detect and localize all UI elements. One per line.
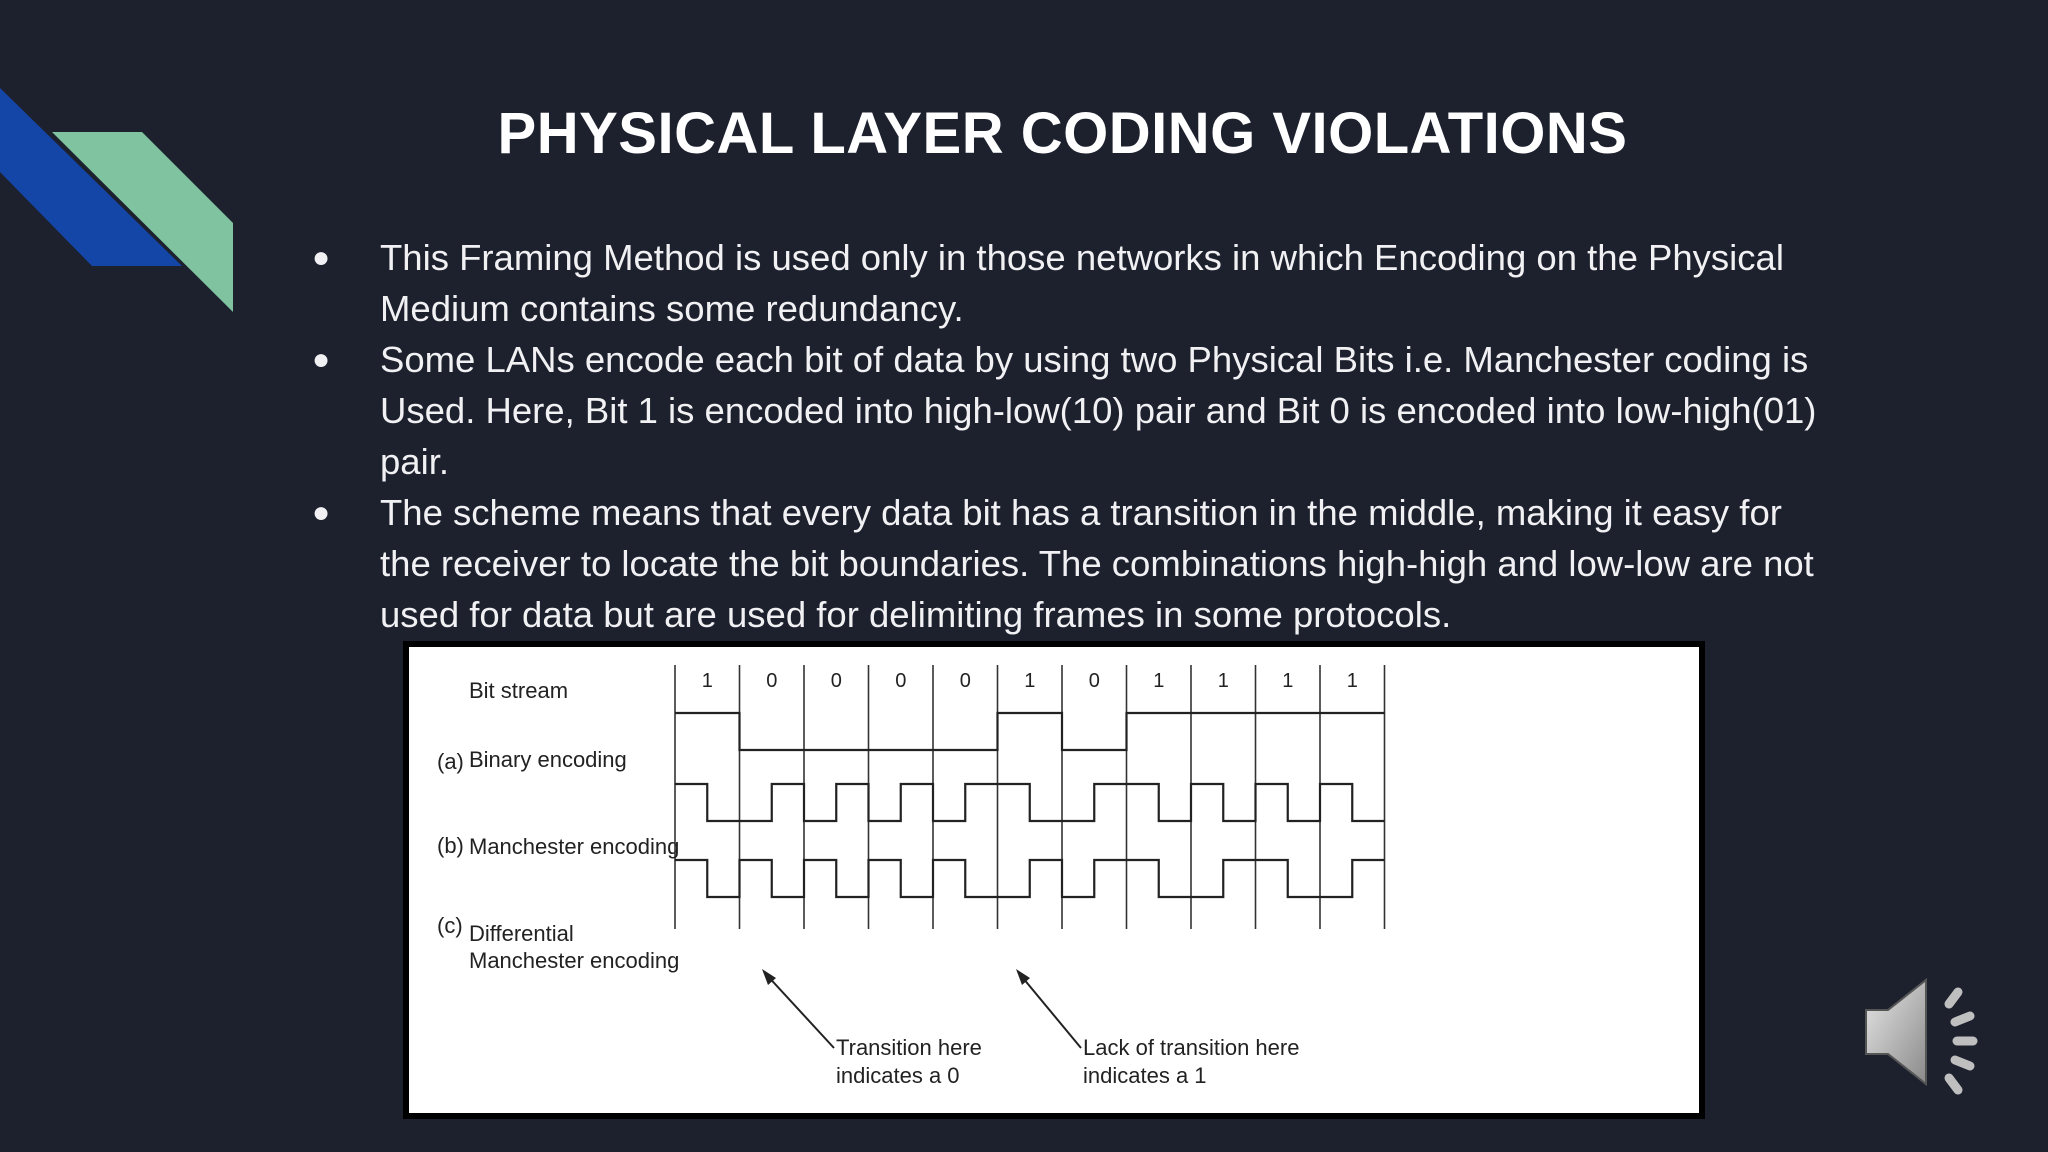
bullet-text: Some LANs encode each bit of data by using two Physical Bits i.e. Manchester coding is Used. Here, Bit 1 is encoded into high-low(10) pair and Bit 0 is encoded into low-high(01) pair. bbox=[380, 339, 1817, 482]
encoding-diagram bbox=[409, 647, 1699, 1113]
transition-note-line1: Transition here bbox=[836, 1035, 982, 1060]
bit-label: 0 bbox=[895, 670, 907, 692]
bit-label: 1 bbox=[701, 670, 713, 692]
slide-title: PHYSICAL LAYER CODING VIOLATIONS bbox=[497, 101, 1628, 166]
bit-label: 0 bbox=[830, 670, 842, 692]
lack-note-line2: indicates a 1 bbox=[1083, 1063, 1207, 1088]
bullet-list bbox=[300, 232, 1830, 640]
speaker-icon[interactable] bbox=[1858, 966, 1993, 1098]
binary-encoding-label: Binary encoding bbox=[469, 747, 627, 772]
bit-label: 0 bbox=[1088, 670, 1100, 692]
bit-stream-label: Bit stream bbox=[469, 678, 569, 703]
bit-labels bbox=[702, 670, 1358, 692]
differential-waveform bbox=[675, 860, 1385, 897]
bullet-text: This Framing Method is used only in those networks in which Encoding on the Physical Medium contains some redundancy. bbox=[380, 237, 1784, 329]
transition-arrow-line bbox=[764, 972, 834, 1048]
bit-label: 1 bbox=[1217, 670, 1229, 692]
binary-waveform bbox=[675, 713, 1385, 750]
bit-label: 1 bbox=[1153, 670, 1165, 692]
differential-label-line2: Manchester encoding bbox=[469, 948, 680, 973]
lack-arrow-line bbox=[1018, 972, 1081, 1048]
manchester-waveform bbox=[675, 784, 1385, 821]
bit-label: 0 bbox=[959, 670, 971, 692]
bullet-item bbox=[300, 232, 1830, 334]
bit-label: 1 bbox=[1024, 670, 1036, 692]
bullet-item bbox=[300, 487, 1830, 640]
encoding-figure bbox=[403, 641, 1705, 1119]
bullet-dot: ● bbox=[312, 496, 331, 529]
bit-label: 1 bbox=[1282, 670, 1294, 692]
differential-label-line1: Differential bbox=[469, 921, 574, 946]
row-c-tag: (c) bbox=[437, 913, 463, 938]
waveforms bbox=[675, 713, 1385, 897]
bullet-text: The scheme means that every data bit has a transition in the middle, making it easy for the receiver to locate the bit boundaries. The combinations high-high and low-low are not used for data but are used for delimiting frames in some protocols. bbox=[380, 492, 1814, 635]
row-b-tag: (b) bbox=[437, 833, 464, 858]
bullet-item bbox=[300, 334, 1830, 487]
manchester-encoding-label: Manchester encoding bbox=[469, 834, 680, 859]
row-a-tag: (a) bbox=[437, 749, 464, 774]
transition-note-line2: indicates a 0 bbox=[836, 1063, 960, 1088]
bullet-dot: ● bbox=[312, 241, 331, 274]
bit-label: 1 bbox=[1346, 670, 1358, 692]
lack-note-line1: Lack of transition here bbox=[1083, 1035, 1300, 1060]
bullet-dot: ● bbox=[312, 343, 331, 376]
bit-label: 0 bbox=[766, 670, 778, 692]
